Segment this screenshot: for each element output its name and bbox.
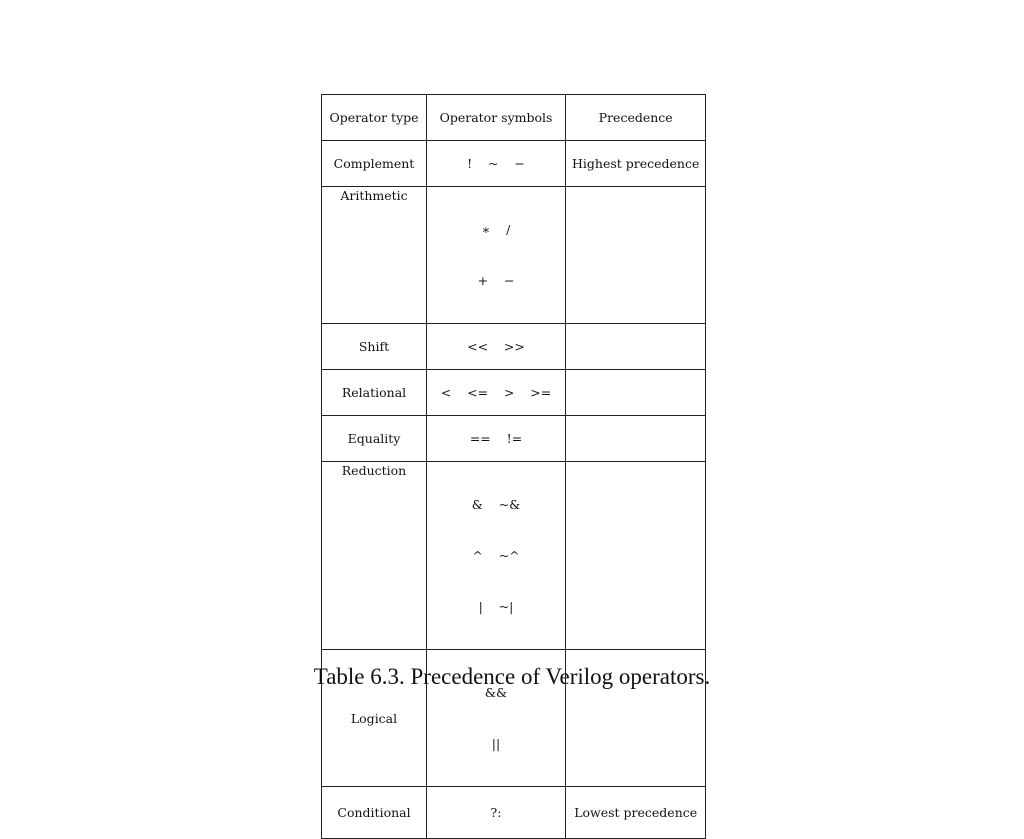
table-header-row xyxy=(322,95,706,141)
operator-type-cell: Arithmetic xyxy=(322,187,427,324)
operator-symbols-cell xyxy=(427,187,566,324)
header-operator-type: Operator type xyxy=(322,95,427,141)
symbol-line: & ~& xyxy=(471,497,521,512)
precedence-cell xyxy=(566,187,706,324)
operator-symbols-cell xyxy=(427,370,566,416)
symbol-line: | ~| xyxy=(478,599,514,614)
symbol-line: < <= > >= xyxy=(440,385,552,400)
operator-symbols-cell xyxy=(427,416,566,462)
operator-type-cell: Reduction xyxy=(322,462,427,650)
table-row xyxy=(322,416,706,462)
operator-symbols-cell xyxy=(427,787,566,839)
operator-type-cell: Conditional xyxy=(322,787,427,839)
symbol-line: ^ ~^ xyxy=(472,548,520,563)
table-row xyxy=(322,141,706,187)
operator-symbols-cell xyxy=(427,141,566,187)
precedence-cell xyxy=(566,416,706,462)
operator-type-cell: Relational xyxy=(322,370,427,416)
operator-symbols-cell xyxy=(427,324,566,370)
header-precedence: Precedence xyxy=(566,95,706,141)
symbol-line: ?: xyxy=(490,805,502,820)
table-caption: Table 6.3. Precedence of Verilog operators. xyxy=(313,664,711,689)
table-row xyxy=(322,324,706,370)
symbol-line: && xyxy=(484,685,508,700)
header-operator-symbols: Operator symbols xyxy=(427,95,566,141)
operator-precedence-table xyxy=(321,94,706,839)
operator-symbols-cell xyxy=(427,462,566,650)
symbol-line: << >> xyxy=(467,339,525,354)
symbol-line: == != xyxy=(469,431,523,446)
operator-type-cell: Logical xyxy=(322,650,427,787)
table-row xyxy=(322,187,706,324)
precedence-cell xyxy=(566,370,706,416)
table-row xyxy=(322,787,706,839)
precedence-cell xyxy=(566,462,706,650)
table-row xyxy=(322,370,706,416)
precedence-cell xyxy=(566,324,706,370)
table-row xyxy=(322,462,706,650)
symbol-line: ∗ / xyxy=(481,222,511,237)
symbol-line: + − xyxy=(477,273,515,288)
operator-type-cell: Equality xyxy=(322,416,427,462)
operator-type-cell: Complement xyxy=(322,141,427,187)
symbol-line: || xyxy=(491,736,501,751)
symbol-line: ! ~ − xyxy=(467,156,525,171)
precedence-cell: Lowest precedence xyxy=(566,787,706,839)
precedence-cell: Highest precedence xyxy=(566,141,706,187)
operator-type-cell: Shift xyxy=(322,324,427,370)
